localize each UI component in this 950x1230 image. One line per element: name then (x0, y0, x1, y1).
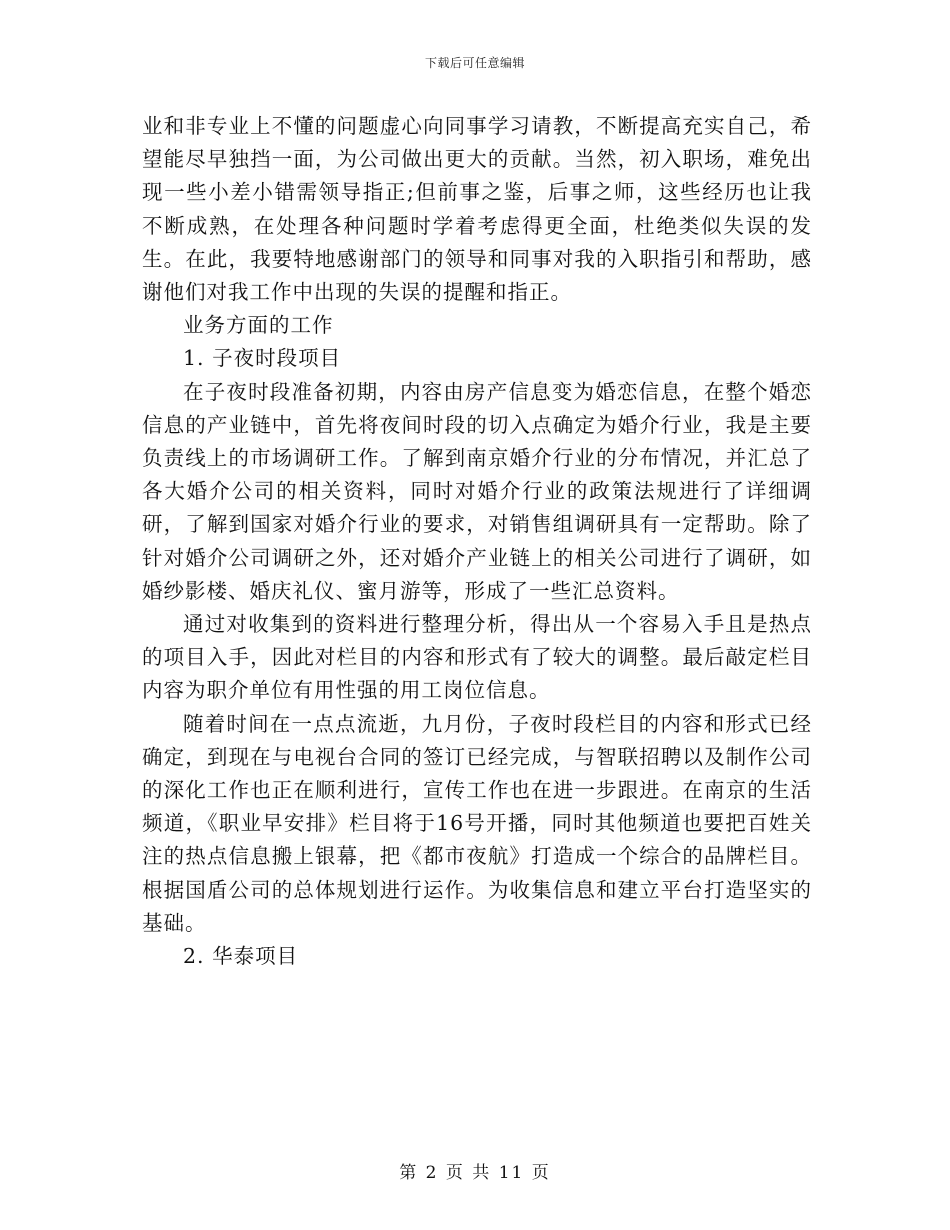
paragraph-continuation: 业和非专业上不懂的问题虚心向同事学习请教，不断提高充实自己，希望能尽早独挡一面，为公司做出更大的贡献。当然，初入职场，难免出现一些小差小错需领导指正;但前事之鉴，后事之师，这些经历也让我不断成熟，在处理各种问题时学着考虑得更全面，杜绝类似失误的发生。在此，我要特地感谢部门的领导和同事对我的入职指引和帮助，感谢他们对我工作中出现的失误的提醒和指正。 (142, 114, 812, 305)
subsection-heading-midnight-project: 1. 子夜时段项目 (183, 346, 342, 371)
page-header: 下载后可任意编辑 (424, 56, 525, 70)
paragraph-progress: 随着时间在一点点流逝，九月份，子夜时段栏目的内容和形式已经确定，到现在与电视台合同的签订已经完成，与智联招聘以及制作公司的深化工作也正在顺利进行，宣传工作也在进一步跟进。在南京的生活频道，《职业早安排》栏目将于16号开播，同时其他频道也要把百姓关注的热点信息搬上银幕，把《都市夜航》打造成一个综合的品牌栏目。根据国盾公司的总体规划进行运作。为收集信息和建立平台打造坚实的基础。 (142, 711, 812, 935)
paragraph-analysis: 通过对收集到的资料进行整理分析，得出从一个容易入手且是热点的项目入手，因此对栏目的内容和形式有了较大的调整。最后敲定栏目内容为职介单位有用性强的用工岗位信息。 (142, 612, 812, 703)
subsection-heading-huatai-project: 2. 华泰项目 (183, 944, 299, 969)
body-text (142, 110, 812, 973)
section-heading-business: 业务方面的工作 (183, 313, 334, 338)
page-footer: 第 2 页 共 11 页 (399, 1163, 551, 1183)
paragraph-midnight-research: 在子夜时段准备初期，内容由房产信息变为婚恋信息，在整个婚恋信息的产业链中，首先将夜间时段的切入点确定为婚介行业，我是主要负责线上的市场调研工作。了解到南京婚介行业的分布情况，并汇总了各大婚介公司的相关资料，同时对婚介行业的政策法规进行了详细调研，了解到国家对婚介行业的要求，对销售组调研具有一定帮助。除了针对婚介公司调研之外，还对婚介产业链上的相关公司进行了调研，如婚纱影楼、婚庆礼仪、蜜月游等，形成了一些汇总资料。 (142, 379, 812, 603)
